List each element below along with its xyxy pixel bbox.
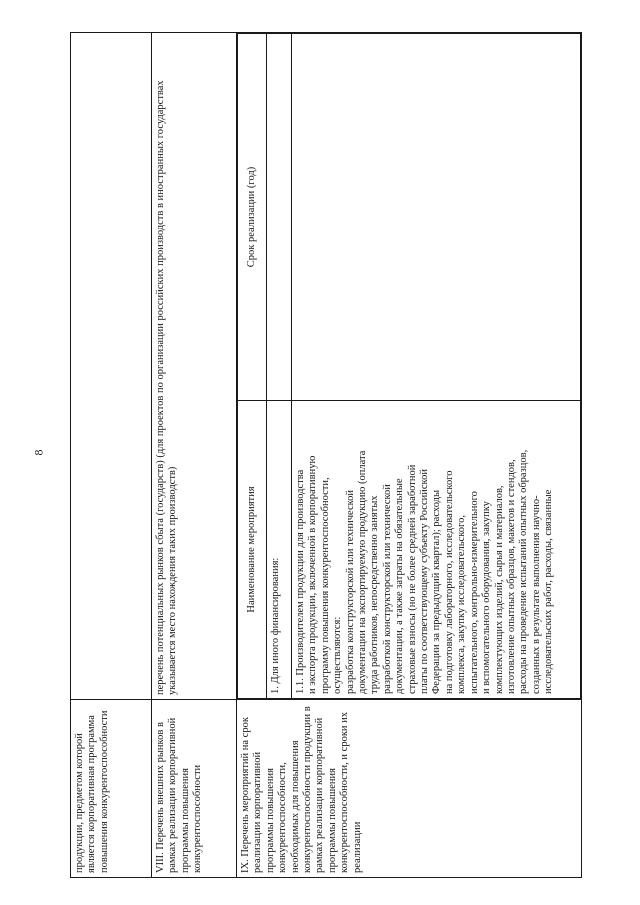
item-line: страховые взносы (но не более средней заработной <box>406 464 418 694</box>
program-table <box>70 32 582 878</box>
item-line: документации, а также затраты на обязательные <box>394 478 406 694</box>
item-line: программу повышения конкурентоспособности, <box>319 477 331 694</box>
activity-item <box>292 401 581 699</box>
activities-subheader-row <box>267 34 292 699</box>
item-line: комплектующих изделий, сырья и материалов, <box>493 485 505 694</box>
item-line: и экспорта продукции, включенной в корпоративную <box>307 455 319 694</box>
item-line: документации на экспортируемую продукцию (оплата <box>357 450 369 694</box>
row-label: продукции, предметом которой является корпоративная программа повышения конкурентоспособности <box>71 700 152 878</box>
item-line: и вспомогательного оборудования, закупку <box>481 501 493 694</box>
item-line: исследовательских работ, расходы, связанные <box>543 489 555 694</box>
item-line: изготовление опытных образцов, макетов и стендов, <box>505 459 517 694</box>
item-line: разработка конструкторской или технической <box>344 489 356 694</box>
item-line: на подготовку лабораторного, исследовательского <box>443 470 455 694</box>
row-label: VIII. Перечень внешних рынков в рамках реализации корпоративной программы повышения конкурентоспособности <box>152 700 237 878</box>
item-line: Федерации за предыдущий квартал); расходы <box>431 489 443 694</box>
activity-period <box>292 34 581 401</box>
table-row <box>71 33 152 878</box>
activity-header: Наименование мероприятия <box>238 401 267 699</box>
item-line: созданных в результате выполнения научно- <box>530 495 542 694</box>
rotated-document <box>70 32 582 878</box>
item-line: платы по соответствующему субъекту Российской <box>419 469 431 694</box>
financing-subheader: 1. Для иного финансирования: <box>267 401 292 699</box>
item-line: разработкой конструкторской или технической <box>381 484 393 694</box>
page-number: 8 <box>31 449 46 456</box>
item-line: 1.1. Производителем продукции для производства <box>295 469 306 694</box>
financing-period <box>267 34 292 401</box>
activities-cell <box>237 33 582 700</box>
table-row <box>152 33 237 878</box>
activities-table <box>237 33 581 699</box>
activities-header-row <box>238 34 267 699</box>
item-line: осуществляются: <box>332 616 344 694</box>
table-row <box>237 33 582 878</box>
item-line: труда работников, непосредственно занятых <box>369 495 381 694</box>
row-content: перечень потенциальных рынков сбыта (государств) (для проектов по организации российских производств в иностранных государствах указывается место нахождения таких производств) <box>152 33 237 700</box>
item-line: испытательного, контрольно-измерительного <box>468 491 480 694</box>
table-row <box>292 34 581 699</box>
row-content <box>71 33 152 700</box>
item-line: расходы на проведение испытаний опытных образцов, <box>518 449 530 694</box>
item-line: комплекса, закупку исследовательского, <box>456 515 468 694</box>
period-header: Срок реализации (год) <box>238 34 267 401</box>
section-label: IX. Перечень мероприятий на срок реализации корпоративной программы повышения конкурентоспособности, необходимых для повышения конкурентоспособности продукции в рамках реализации корпоративной программы повышения конкурентоспособности, и сроки их реализации <box>237 700 582 878</box>
